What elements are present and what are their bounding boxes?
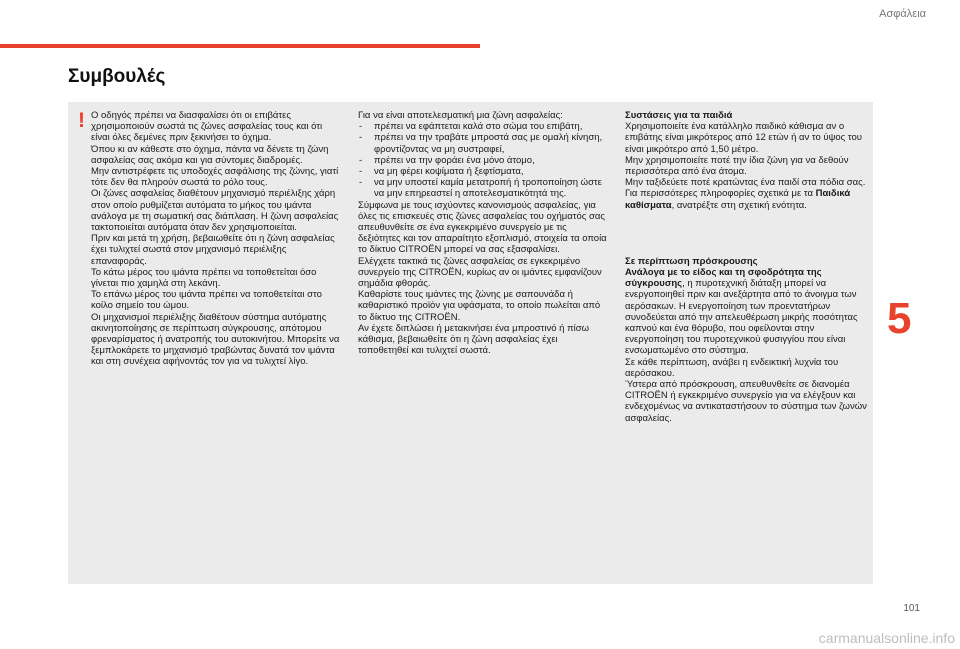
- spacer: [625, 211, 870, 256]
- header-accent-bar: [0, 44, 480, 48]
- paragraph: Καθαρίστε τους ιμάντες της ζώνης με σαπουνάδα ή καθαριστικό προϊόν για υφάσματα, το οποίο πωλείται από το δίκτυο της CITROËN.: [358, 289, 601, 323]
- child-seats-link-text: Παιδικά καθίσματα: [625, 188, 851, 211]
- paragraph: Μην χρησιμοποιείτε ποτέ την ίδια ζώνη για να δεθούν περισσότερα από ένα άτομα.: [625, 154, 849, 178]
- column-1: [91, 110, 341, 368]
- column-2: [358, 110, 608, 356]
- paragraph: Όπου κι αν κάθεστε στο όχημα, πάντα να δένετε τη ζώνη ασφαλείας σας ακόμα και για σύντομες διαδρομές.: [91, 143, 329, 166]
- paragraph: Το κάτω μέρος του ιμάντα πρέπει να τοποθετείται όσο γίνεται πιο χαμηλά στη λεκάνη.: [91, 266, 317, 290]
- watermark: carmanualsonline.info: [818, 630, 955, 646]
- paragraph: Σε κάθε περίπτωση, ανάβει η ενδεικτική λυχνία του αερόσακου.: [625, 356, 839, 379]
- list-item: - πρέπει να την φοράει ένα μόνο άτομο,: [358, 155, 608, 166]
- list-item: - πρέπει να εφάπτεται καλά στο σώμα του επιβάτη,: [358, 121, 608, 132]
- paragraph: Μην ταξιδεύετε ποτέ κρατώντας ένα παιδί στα πόδια σας.: [625, 177, 866, 189]
- chapter-number: 5: [887, 294, 912, 343]
- paragraph: Μην αντιστρέφετε τις υποδοχές ασφάλισης της ζώνης, γιατί τότε δεν θα πληρούν σωστά το ρόλο τους.: [91, 166, 339, 189]
- reference-prefix: Για περισσότερες πληροφορίες σχετικά με τα: [625, 188, 816, 200]
- list-item: - να μην υποστεί καμία μετατροπή ή τροποποίηση ώστε να μην επηρεαστεί η αποτελεσματικότητά της.: [358, 177, 608, 199]
- paragraph: Ύστερα από πρόσκρουση, απευθυνθείτε σε διανομέα CITROËN ή εγκεκριμένο συνεργείο για να ελέγξουν και ενδεχομένως να αντικαταστήσουν το σύστημα των ζωνών ασφαλείας.: [625, 379, 867, 424]
- page-number: 101: [903, 603, 920, 614]
- section-title: Ασφάλεια: [879, 8, 926, 20]
- list-item: - να μη φέρει κοψίματα ή ξεφτίσματα,: [358, 166, 608, 177]
- paragraph: Αν έχετε διπλώσει ή μετακινήσει ένα μπροστινό ή πίσω κάθισμα, βεβαιωθείτε ότι η ζώνη ασφαλείας έχει τοποθετηθεί και τυλιχτεί σωστά.: [358, 322, 590, 357]
- collision-text: , η πυροτεχνική διάταξη μπορεί να ενεργοποιηθεί πριν και ανεξάρτητα από το άνοιγμα των αερόσακων. Η ενεργοποίηση των προεντατήρων συνοδεύεται από την απελευθέρωση μικρής ποσότητας καπνού και ένα θόρυβο, που οφείλονται στην ενεργοποίηση του πυροτεχνικού φυσιγγίου που είναι ενσωματωμένο στο σύστημα.: [625, 278, 858, 357]
- list-item: - πρέπει να την τραβάτε μπροστά σας με ομαλή κίνηση, φροντίζοντας να μη συστραφεί,: [358, 132, 608, 154]
- page-heading: Συμβουλές: [68, 66, 166, 87]
- paragraph: [625, 267, 870, 357]
- collision-bold-text: Ανάλογα με το είδος και τη σφοδρότητα της σύγκρουσης: [625, 267, 822, 290]
- paragraph: Χρησιμοποιείτε ένα κατάλληλο παιδικό κάθισμα αν ο επιβάτης είναι μικρότερος από 12 ετών ή αν το ύψος του είναι μικρότερο από 1,50 μέτρο.: [625, 121, 862, 155]
- collision-heading: Σε περίπτωση πρόσκρουσης: [625, 255, 758, 267]
- paragraph: Ελέγχετε τακτικά τις ζώνες ασφαλείας σε εγκεκριμένο συνεργείο της CITROËN, κυρίως αν οι ιμάντες εμφανίζουν σημάδια φθοράς.: [358, 255, 602, 290]
- list-intro: Για να είναι αποτελεσματική μια ζώνη ασφαλείας:: [358, 110, 563, 121]
- paragraph: Οι ζώνες ασφαλείας διαθέτουν μηχανισμό περιέλιξης χάρη στον οποίο ρυθμίζεται αυτόματα το μήκος του ιμάντα ανάλογα με τη σωματική σας διάπλαση. Η ζώνη ασφαλείας τακτοποιείται αυτόματα όταν δεν χρησιμοποιείται.: [91, 188, 339, 234]
- requirements-list: [358, 121, 608, 199]
- column-3: [625, 110, 870, 424]
- reference-suffix: , ανατρέξτε στη σχετική ενότητα.: [671, 199, 807, 211]
- paragraph: Οι μηχανισμοί περιέλιξης διαθέτουν σύστημα αυτόματης ακινητοποίησης σε περίπτωση σύγκρουσης, απότομου φρεναρίσματος ή ανατροπής του αυτοκινήτου. Μπορείτε να ξεμπλοκάρετε το μηχανισμό τραβώντας δυνατά τον ιμάντα και στη συνέχεια αφήνοντάς τον για να τυλιχτεί λίγο.: [91, 311, 340, 368]
- paragraph: Σύμφωνα με τους ισχύοντες κανονισμούς ασφαλείας, για όλες τις επισκευές στις ζώνες ασφαλείας του οχήματός σας απευθυνθείτε σε ένα εγκεκριμένο συνεργείο με τις δεξιότητες και τον απαραίτητο εξοπλισμό, στοιχεία τα οποία το δίκτυο CITROËN μπορεί να σας εξασφαλίσει.: [358, 199, 607, 256]
- paragraph: Ο οδηγός πρέπει να διασφαλίσει ότι οι επιβάτες χρησιμοποιούν σωστά τις ζώνες ασφαλείας τους και ότι είναι όλες δεμένες πριν ξεκινήσει το όχημα.: [91, 110, 323, 144]
- paragraph: Πριν και μετά τη χρήση, βεβαιωθείτε ότι η ζώνη ασφαλείας έχει τυλιχτεί σωστά στον μηχανισμό περιέλιξης επαναφοράς.: [91, 233, 335, 267]
- paragraph: Το επάνω μέρος του ιμάντα πρέπει να τοποθετείται στο κοίλο σημείο του ώμου.: [91, 289, 322, 312]
- child-seat-reference: [625, 188, 870, 210]
- children-heading: Συστάσεις για τα παιδιά: [625, 110, 733, 121]
- exclamation-icon: !: [78, 109, 85, 132]
